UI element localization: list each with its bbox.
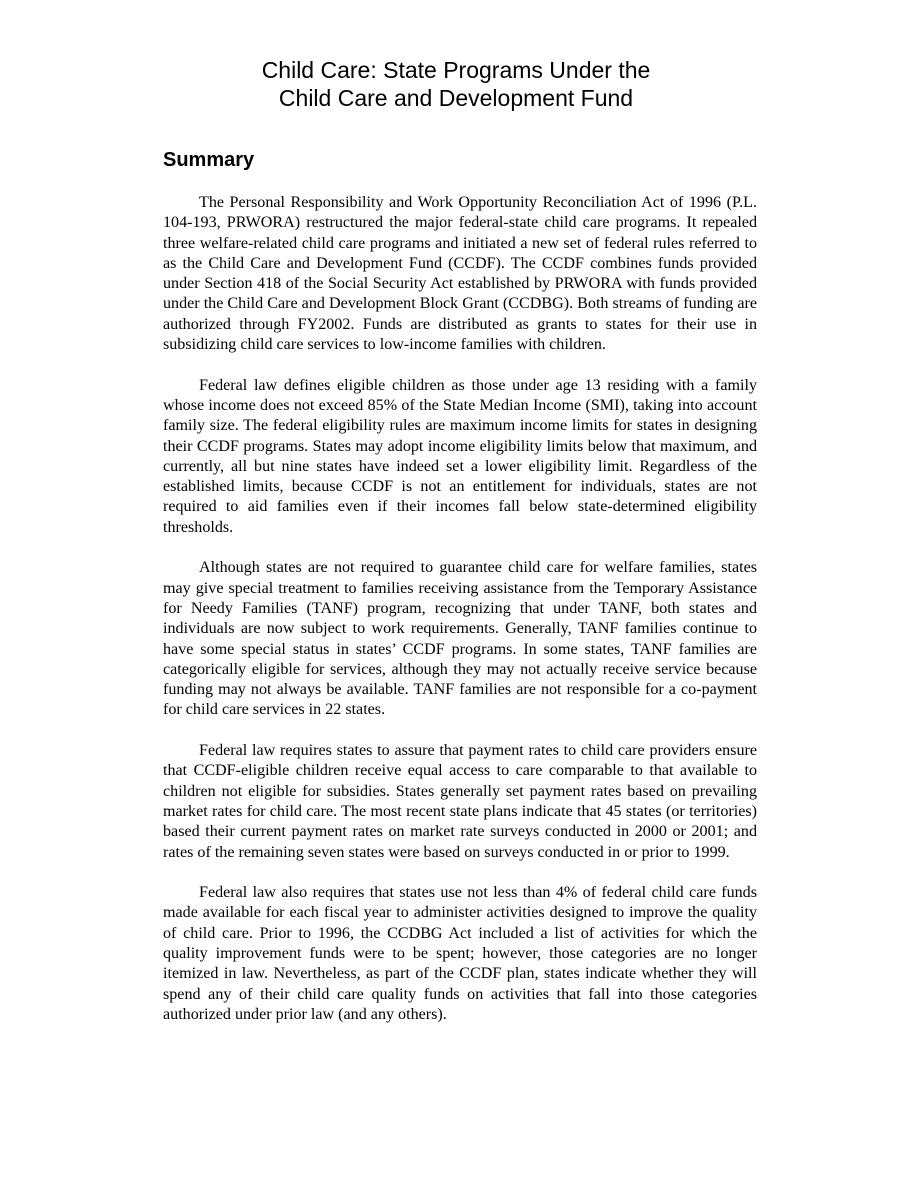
paragraph: Federal law also requires that states use not less than 4% of federal child care funds made available for each fiscal year to administer activities designed to improve the quality of child care. Prior to 1996, the CCDBG Act included a list of activities for which the quality improvement funds were to be spent; however, those categories are no longer itemized in law. Nevertheless, as part of the CCDF plan, states indicate whether they will spend any of their child care quality funds on activities that fall into those categories authorized under prior law (and any others).	[163, 884, 757, 1023]
paragraph: Federal law requires states to assure that payment rates to child care providers ensure that CCDF-eligible children receive equal access to care comparable to that available to children not eligible for subsidies. States generally set payment rates based on prevailing market rates for child care. The most recent state plans indicate that 45 states (or territories) based their current payment rates on market rate surveys conducted in 2000 or 2001; and rates of the remaining seven states were based on surveys conducted in or prior to 1999.	[163, 742, 757, 861]
paragraph: Although states are not required to guarantee child care for welfare families, states may give special treatment to families receiving assistance from the Temporary Assistance for Needy Families (TANF) program, recognizing that under TANF, both states and individuals are now subject to work requirements. Generally, TANF families continue to have some special status in states’ CCDF programs. In some states, TANF families are categorically eligible for services, although they may not actually receive service because funding may not always be available. TANF families are not responsible for a co-payment for child care services in 22 states.	[163, 559, 757, 719]
paragraph: The Personal Responsibility and Work Opportunity Reconciliation Act of 1996 (P.L. 104-193, PRWORA) restructured the major federal-state child care programs. It repealed three welfare-related child care programs and initiated a new set of federal rules referred to as the Child Care and Development Fund (CCDF). The CCDF combines funds provided under Section 418 of the Social Security Act established by PRWORA with funds provided under the Child Care and Development Block Grant (CCDBG). Both streams of funding are authorized through FY2002. Funds are distributed as grants to states for their use in subsidizing child care services to low-income families with children.	[163, 194, 757, 354]
paragraph: Federal law defines eligible children as those under age 13 residing with a family whose income does not exceed 85% of the State Median Income (SMI), taking into account family size. The federal eligibility rules are maximum income limits for states in designing their CCDF programs. States may adopt income eligibility limits below that maximum, and currently, all but nine states have indeed set a lower eligibility limit. Regardless of the established limits, because CCDF is not an entitlement for individuals, states are not required to aid families even if their incomes fall below state-determined eligibility thresholds.	[163, 376, 757, 536]
document-title	[0, 56, 912, 112]
section-heading-summary: Summary	[163, 149, 255, 171]
title-line-1: Child Care: State Programs Under the	[261, 57, 651, 83]
title-line-2: Child Care and Development Fund	[278, 85, 634, 111]
summary-body	[163, 193, 757, 1045]
